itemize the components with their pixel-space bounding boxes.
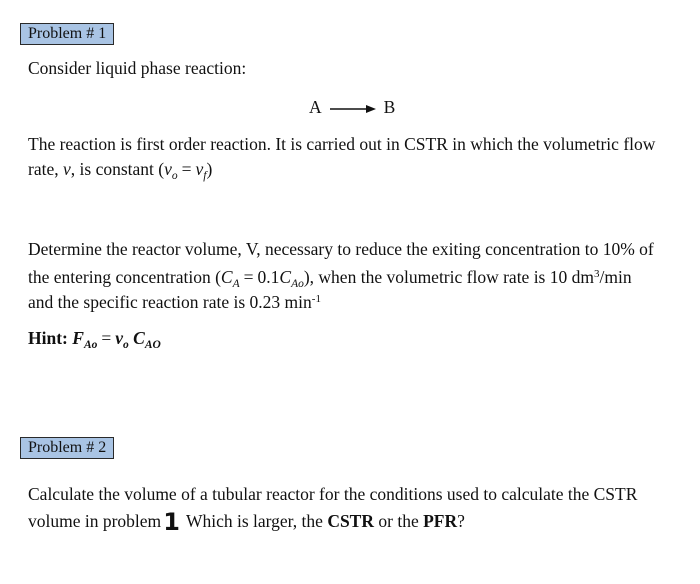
text-segment: and the specific reaction rate is 0.23 min (28, 292, 312, 312)
product-b: B (383, 97, 396, 117)
hint (28, 326, 161, 358)
text-segment: ), when the volumetric flow rate is 10 dm (303, 267, 594, 287)
reaction-arrow-icon (330, 104, 376, 114)
problem-1-intro: Consider liquid phase reaction: (28, 58, 247, 78)
ca-subscript: A (232, 278, 240, 290)
coefficient: 0.1 (257, 267, 280, 287)
equals-sign: = (101, 328, 112, 348)
var-v: v (62, 159, 71, 179)
text-segment: or the (374, 511, 424, 531)
cao-subscript: Ao (291, 278, 304, 290)
hint-f-subscript: Ao (83, 339, 98, 351)
text-segment: ) (206, 159, 213, 179)
equals-sign: = (243, 267, 254, 287)
flow-out-symbol: v (195, 159, 204, 179)
problem-1-task-line-1: Determine the reactor volume, V, necessary to reduce the exiting concentration to 10% of (28, 239, 654, 259)
text-segment: , is constant ( (70, 159, 165, 179)
text-segment: Which is larger, the (181, 511, 328, 531)
reactant-a: A (309, 97, 322, 117)
superscript: 3 (593, 268, 600, 280)
hint-f-symbol: F (72, 328, 84, 348)
pfr-term: PFR (423, 511, 458, 531)
problem-1-statement-line-1: The reaction is first order reaction. It is carried out in CSTR in which the volumetric flow (28, 134, 656, 154)
text-segment: /min (599, 267, 632, 287)
flow-in-subscript: o (171, 170, 178, 182)
text-segment: the entering concentration ( (28, 267, 221, 287)
problem-2-line-2 (28, 507, 465, 534)
cao-symbol: C (279, 267, 292, 287)
cstr-term: CSTR (327, 511, 374, 531)
problem-1-task-line-3 (28, 287, 321, 315)
problem-2-line-1: Calculate the volume of a tubular reactor for the conditions used to calculate the CSTR (28, 484, 638, 504)
hint-c-symbol: C (133, 328, 145, 348)
hint-c-subscript: AO (144, 339, 161, 351)
text-segment: volume in problem (28, 511, 162, 531)
superscript: -1 (311, 293, 321, 305)
text-segment: rate, (28, 159, 63, 179)
problem-1-statement-line-2 (28, 157, 212, 189)
hint-v-symbol: v (115, 328, 124, 348)
problem-2-label: Problem # 2 (20, 437, 114, 459)
ca-symbol: C (220, 267, 233, 287)
handwritten-number: 1 (163, 508, 180, 536)
hint-label: Hint: (28, 328, 68, 348)
flow-in-symbol: v (164, 159, 172, 179)
hint-v-subscript: o (123, 339, 129, 351)
flow-out-subscript: f (203, 170, 207, 182)
reaction-equation (309, 95, 395, 120)
text-segment: ? (457, 511, 465, 531)
equals-sign: = (181, 159, 192, 179)
problem-1-label: Problem # 1 (20, 23, 114, 45)
